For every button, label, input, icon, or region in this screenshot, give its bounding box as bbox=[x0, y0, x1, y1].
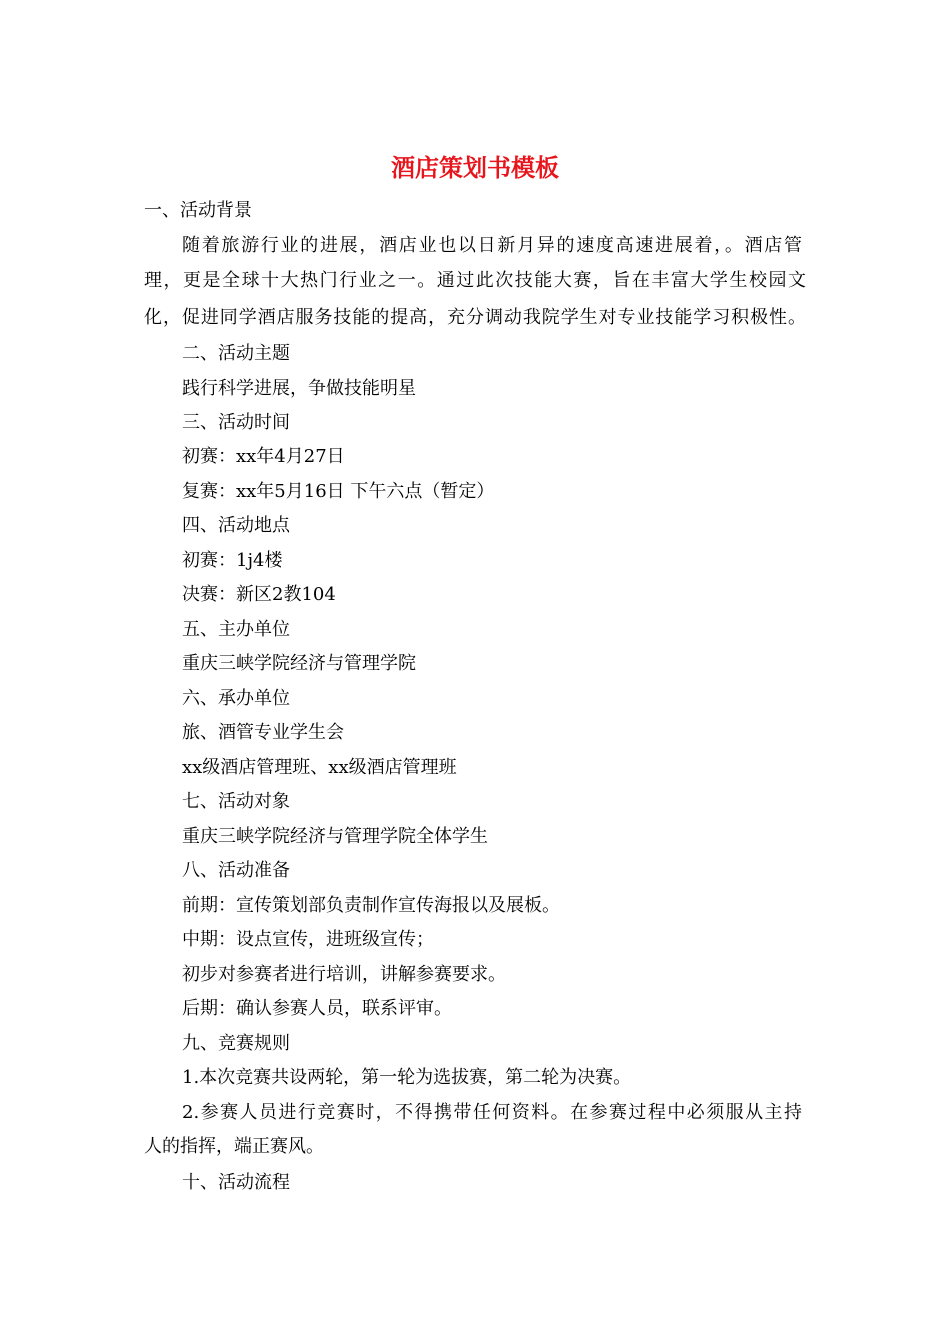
section-heading-rules: 九、竞赛规则 bbox=[182, 1033, 290, 1054]
paragraph-line: 理，更是全球十大热门行业之一。通过此次技能大赛，旨在丰富大学生校园文 bbox=[144, 270, 806, 291]
section-heading-host: 五、主办单位 bbox=[182, 619, 290, 640]
section-heading-location: 四、活动地点 bbox=[182, 515, 290, 536]
section-heading-theme: 二、活动主题 bbox=[182, 343, 290, 364]
body-line: 中期：设点宣传，进班级宣传； bbox=[182, 929, 434, 950]
body-line: 重庆三峡学院经济与管理学院 bbox=[182, 653, 416, 674]
section-heading-preparation: 八、活动准备 bbox=[182, 860, 290, 881]
body-line: 初步对参赛者进行培训，讲解参赛要求。 bbox=[182, 964, 506, 985]
body-line: 重庆三峡学院经济与管理学院全体学生 bbox=[182, 826, 488, 847]
body-line: 践行科学进展，争做技能明星 bbox=[182, 378, 416, 399]
body-line: 前期：宣传策划部负责制作宣传海报以及展板。 bbox=[182, 895, 560, 916]
body-line: 复赛：xx年5月16日 下午六点（暂定） bbox=[182, 481, 495, 502]
paragraph-line: 人的指挥，端正赛风。 bbox=[144, 1136, 324, 1157]
body-line: 初赛：1j4楼 bbox=[182, 550, 283, 571]
document-title: 酒店策划书模板 bbox=[391, 153, 559, 182]
section-heading-process: 十、活动流程 bbox=[182, 1172, 290, 1193]
paragraph-line: 随着旅游行业的进展，酒店业也以日新月异的速度高速进展着，。酒店管 bbox=[182, 235, 802, 256]
section-heading-organizer: 六、承办单位 bbox=[182, 688, 290, 709]
paragraph-line: 2.参赛人员进行竞赛时，不得携带任何资料。在参赛过程中必须服从主持 bbox=[182, 1102, 802, 1123]
section-heading-audience: 七、活动对象 bbox=[182, 791, 290, 812]
body-line: 1.本次竞赛共设两轮，第一轮为选拔赛，第二轮为决赛。 bbox=[182, 1067, 632, 1088]
body-line: xx级酒店管理班、xx级酒店管理班 bbox=[182, 757, 457, 778]
body-line: 决赛：新区2教104 bbox=[182, 584, 336, 605]
section-heading-background: 一、活动背景 bbox=[144, 200, 252, 221]
body-line: 初赛：xx年4月27日 bbox=[182, 446, 345, 467]
paragraph-line: 化，促进同学酒店服务技能的提高，充分调动我院学生对专业技能学习积极性。 bbox=[144, 307, 806, 328]
body-line: 后期：确认参赛人员，联系评审。 bbox=[182, 998, 452, 1019]
section-heading-time: 三、活动时间 bbox=[182, 412, 290, 433]
body-line: 旅、酒管专业学生会 bbox=[182, 722, 344, 743]
